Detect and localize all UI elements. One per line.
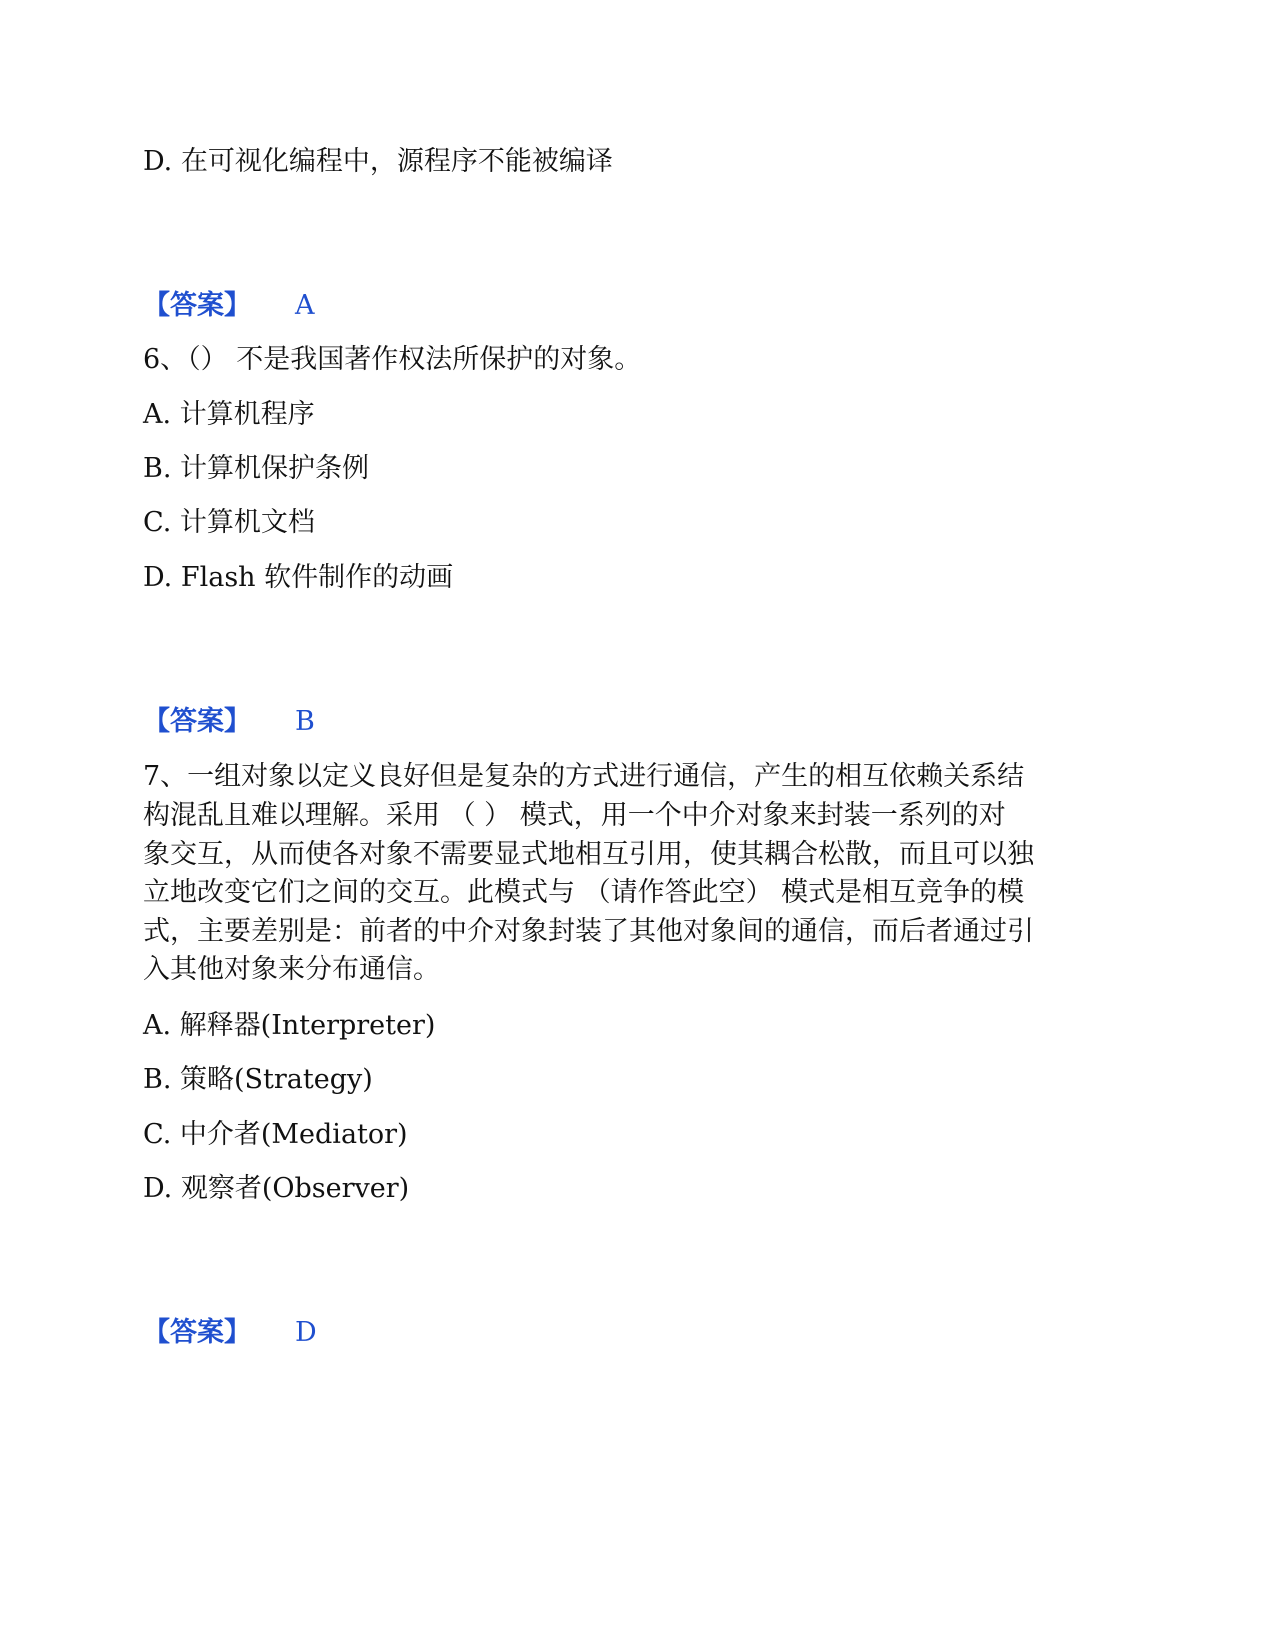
answer-label: 【答案】 <box>143 706 251 737</box>
q7-stem-line-6: 入其他对象来分布通信。 <box>143 954 440 985</box>
q6-option-a: A. 计算机程序 <box>143 399 315 430</box>
q5-option-d: D. 在可视化编程中，源程序不能被编译 <box>143 146 613 177</box>
answer-value: D <box>295 1317 317 1348</box>
q6-option-c: C. 计算机文档 <box>143 507 315 538</box>
q7-stem-line-1: 7、一组对象以定义良好但是复杂的方式进行通信，产生的相互依赖关系结 <box>143 761 1025 792</box>
q6-answer <box>143 702 315 742</box>
q6-option-d: D. Flash 软件制作的动画 <box>143 562 454 593</box>
q7-option-a: A. 解释器(Interpreter) <box>143 1010 436 1041</box>
answer-value: A <box>295 290 315 321</box>
answer-label: 【答案】 <box>143 1317 251 1348</box>
q7-stem-line-4: 立地改变它们之间的交互。此模式与 （请作答此空） 模式是相互竞争的模 <box>143 877 1025 908</box>
q7-answer <box>143 1313 317 1353</box>
q5-answer <box>143 286 315 326</box>
q7-stem-line-2: 构混乱且难以理解。采用 （ ） 模式，用一个中介对象来封装一系列的对 <box>143 800 1006 831</box>
answer-label: 【答案】 <box>143 290 251 321</box>
q7-stem-line-3: 象交互，从而使各对象不需要显式地相互引用，使其耦合松散，而且可以独 <box>143 839 1034 870</box>
q6-option-b: B. 计算机保护条例 <box>143 453 370 484</box>
q7-option-d: D. 观察者(Observer) <box>143 1173 410 1204</box>
q7-stem-line-5: 式，主要差别是：前者的中介对象封装了其他对象间的通信，而后者通过引 <box>143 916 1034 947</box>
q7-option-b: B. 策略(Strategy) <box>143 1064 373 1095</box>
q6-stem: 6、（） 不是我国著作权法所保护的对象。 <box>143 344 642 375</box>
answer-value: B <box>295 706 315 737</box>
q7-option-c: C. 中介者(Mediator) <box>143 1119 408 1150</box>
